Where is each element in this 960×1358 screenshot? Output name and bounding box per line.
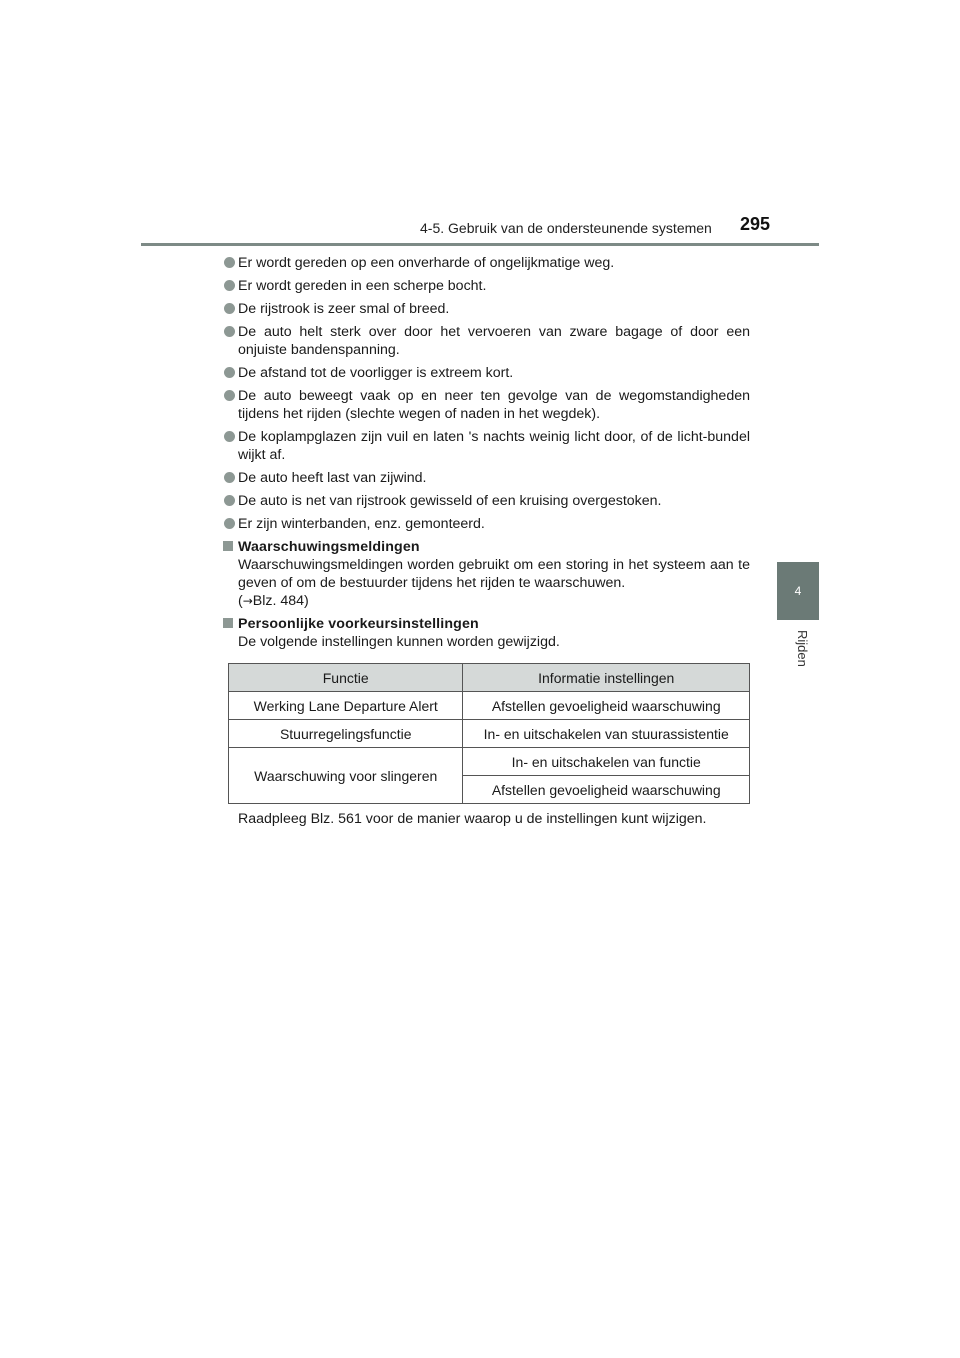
bullet-icon [224, 280, 235, 291]
header-rule [141, 243, 819, 246]
table-row [229, 748, 750, 776]
personal-settings-title: Persoonlijke voorkeursinstellingen [238, 616, 479, 632]
bullet-icon [224, 495, 235, 506]
table-cell-settings: In- en uitschakelen van functie [463, 748, 750, 776]
chapter-label: Rijden [795, 630, 810, 667]
table-cell-function: Werking Lane Departure Alert [229, 692, 463, 720]
table-cell-function: Waarschuwing voor slingeren [229, 748, 463, 804]
footnote [222, 810, 750, 828]
personal-settings-section [222, 615, 750, 651]
table-cell-settings: Afstellen gevoeligheid waarschuwing [463, 692, 750, 720]
list-item: De rijstrook is zeer smal of breed. [222, 300, 750, 318]
page-number: 295 [740, 214, 771, 234]
list-item: Er wordt gereden in een scherpe bocht. [222, 277, 750, 295]
page-content [222, 254, 750, 828]
bullet-icon [224, 367, 235, 378]
list-item: De auto beweegt vaak op en neer ten gevolge van de wegomstandigheden tijdens het rijden (slechte wegen of naden in het wegdek). [222, 387, 750, 423]
table-cell-function: Stuurregelingsfunctie [229, 720, 463, 748]
table-row [229, 720, 750, 748]
bullet-icon [224, 303, 235, 314]
list-item: Er zijn winterbanden, enz. gemonteerd. [222, 515, 750, 533]
warnings-title: Waarschuwingsmeldingen [238, 539, 420, 555]
personal-settings-body: De volgende instellingen kunnen worden gewijzigd. [238, 634, 560, 650]
bullet-icon [224, 472, 235, 483]
section-square-icon [223, 541, 233, 551]
bullet-icon [224, 326, 235, 337]
footnote-text: Raadpleeg Blz. 561 voor de manier waarop u de instellingen kunt wijzigen. [238, 811, 707, 827]
table-cell-settings: Afstellen gevoeligheid waarschuwing [463, 776, 750, 804]
list-item: De auto is net van rijstrook gewisseld of een kruising overgestoken. [222, 492, 750, 510]
table-cell-settings: In- en uitschakelen van stuurassistentie [463, 720, 750, 748]
table-header-row [229, 664, 750, 692]
bullet-icon [224, 518, 235, 529]
table-header-function: Functie [229, 664, 463, 692]
section-title: 4-5. Gebruik van de ondersteunende systemen [420, 220, 712, 236]
list-item: Er wordt gereden op een onverharde of ongelijkmatige weg. [222, 254, 750, 272]
table-header-settings: Informatie instellingen [463, 664, 750, 692]
chapter-number: 4 [794, 584, 802, 598]
list-item: De auto helt sterk over door het vervoeren van zware bagage of door een onjuiste bandenspanning. [222, 323, 750, 359]
list-item: De afstand tot de voorligger is extreem kort. [222, 364, 750, 382]
bullet-icon [224, 431, 235, 442]
warnings-body: Waarschuwingsmeldingen worden gebruikt om een storing in het systeem aan te geven of om de bestuurder tijdens het rijden te waarschuwen. (→Blz. 484) [238, 557, 750, 609]
settings-table [228, 663, 750, 804]
page-reference-link[interactable]: Blz. 484) [252, 593, 309, 609]
arrow-right-icon: → [242, 594, 253, 608]
list-item: De koplampglazen zijn vuil en laten 's nachts weinig licht door, of de licht-bundel wijkt af. [222, 428, 750, 464]
bullet-icon [224, 257, 235, 268]
section-square-icon [223, 618, 233, 628]
warnings-section [222, 538, 750, 610]
chapter-tab[interactable] [777, 562, 819, 620]
table-row [229, 692, 750, 720]
page-header [0, 0, 960, 250]
bullet-icon [224, 390, 235, 401]
list-item: De auto heeft last van zijwind. [222, 469, 750, 487]
